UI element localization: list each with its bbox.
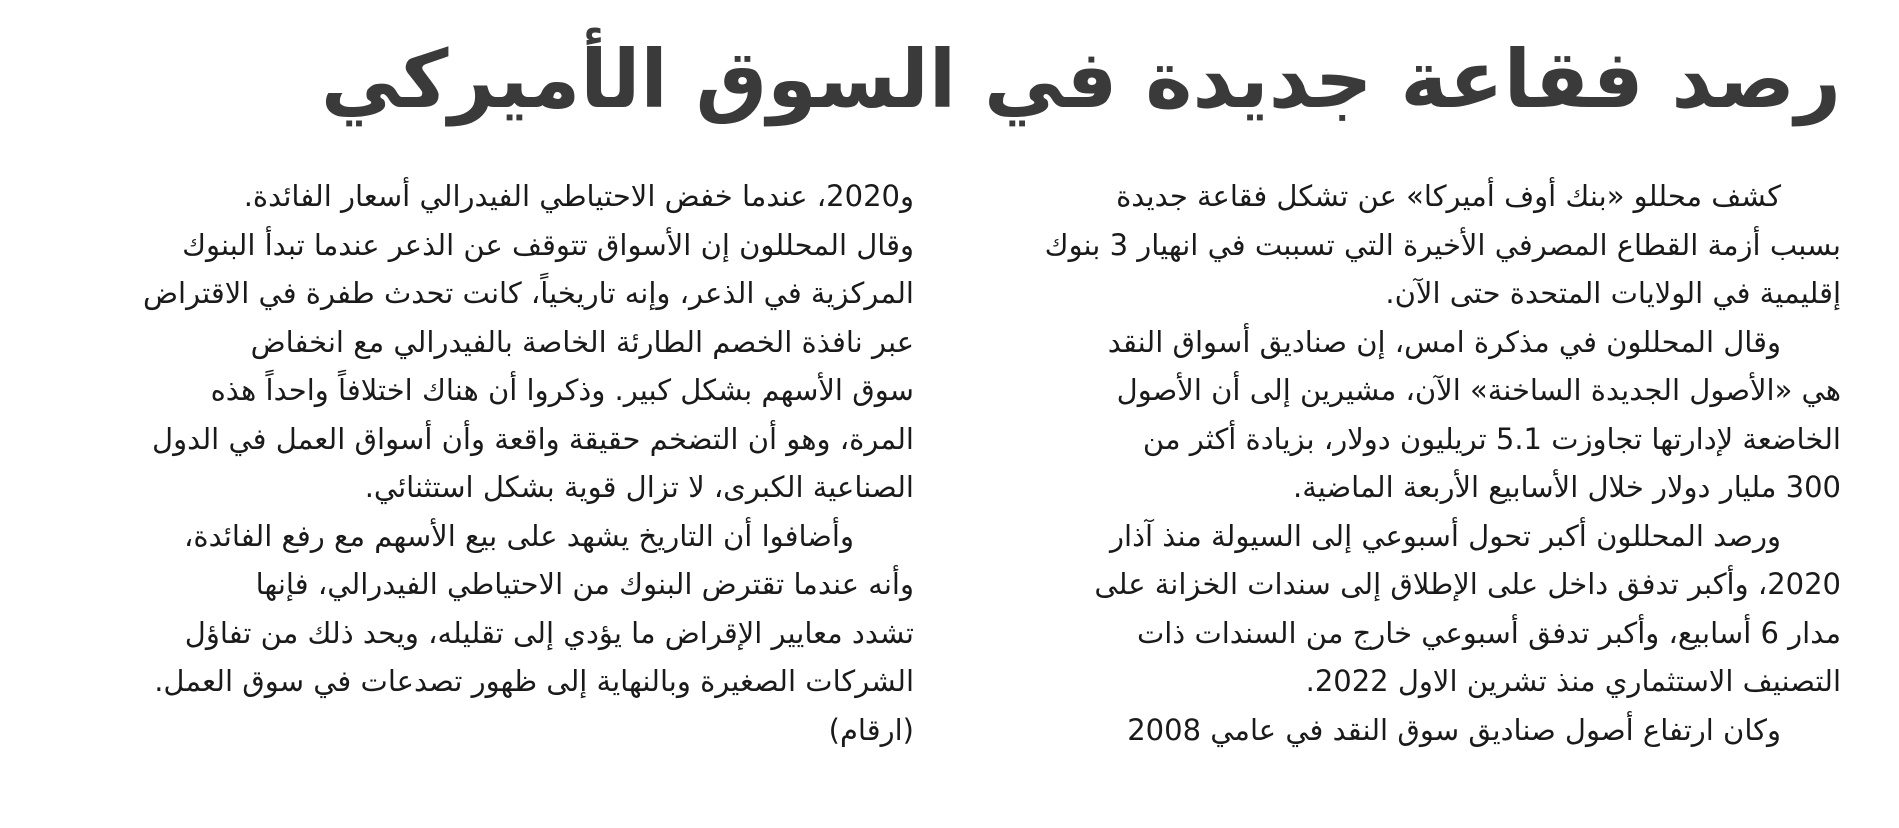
paragraph-line: الشركات الصغيرة وبالنهاية إلى ظهور تصدعات في سوق العمل. (154, 664, 914, 698)
paragraph-line: وأنه عندما تقترض البنوك من الاحتياطي الفيدرالي، فإنها (255, 567, 914, 601)
article-column-right (985, 172, 1841, 754)
headline: رصد فقاعة جديدة في السوق الأميركي (320, 33, 1841, 126)
paragraph-line: وأضافوا أن التاريخ يشهد على بيع الأسهم مع رفع الفائدة، (184, 518, 854, 553)
paragraph-line: ورصد المحللون أكبر تحول أسبوعي إلى السيولة منذ آذار (1110, 518, 1781, 553)
paragraph-line: 2020، وأكبر تدفق داخل على الإطلاق إلى سندات الخزانة على (1094, 567, 1841, 601)
paragraph-line: بسبب أزمة القطاع المصرفي الأخيرة التي تسببت في انهيار 3 بنوك (1044, 227, 1841, 262)
paragraph-line: عبر نافذة الخصم الطارئة الخاصة بالفيدرالي مع انخفاض (250, 324, 914, 359)
paragraph-line: وقال المحللون إن الأسواق تتوقف عن الذعر عندما تبدأ البنوك (182, 227, 914, 262)
paragraph-line: سوق الأسهم بشكل كبير. وذكروا أن هناك اختلافاً واحداً هذه (210, 373, 914, 407)
article-column-left (58, 172, 914, 754)
paragraph-line: تشدد معايير الإقراض ما يؤدي إلى تقليله، ويحد ذلك من تفاؤل (184, 615, 914, 650)
paragraph-line: و2020، عندما خفض الاحتياطي الفيدرالي أسعار الفائدة. (243, 179, 914, 213)
paragraph-line: كشف محللو «بنك أوف أميركا» عن تشكل فقاعة جديدة (1116, 179, 1781, 213)
paragraph-line: إقليمية في الولايات المتحدة حتى الآن. (1385, 276, 1841, 310)
paragraph-line: وقال المحللون في مذكرة امس، إن صناديق أسواق النقد (1107, 324, 1781, 359)
paragraph-line: وكان ارتفاع أصول صناديق سوق النقد في عامي 2008 (1127, 712, 1781, 747)
paragraph-line: الخاضعة لإدارتها تجاوزت 5.1 تريليون دولار، بزيادة أكثر من (1142, 421, 1841, 456)
source-credit: (ارقام) (828, 712, 914, 747)
paragraph-line: مدار 6 أسابيع، وأكبر تدفق أسبوعي خارج من السندات ذات (1136, 615, 1841, 650)
paragraph-line: التصنيف الاستثماري منذ تشرين الاول 2022. (1305, 664, 1841, 698)
paragraph-line: الصناعية الكبرى، لا تزال قوية بشكل استثنائي. (364, 470, 914, 504)
paragraph-line: المركزية في الذعر، وإنه تاريخياً، كانت تحدث طفرة في الاقتراض (142, 276, 914, 310)
paragraph-line: المرة، وهو أن التضخم حقيقة واقعة وأن أسواق العمل في الدول (152, 421, 914, 456)
paragraph-line: 300 مليار دولار خلال الأسابيع الأربعة الماضية. (1293, 470, 1841, 504)
paragraph-line: هي «الأصول الجديدة الساخنة» الآن، مشيرين إلى أن الأصول (1116, 373, 1841, 407)
